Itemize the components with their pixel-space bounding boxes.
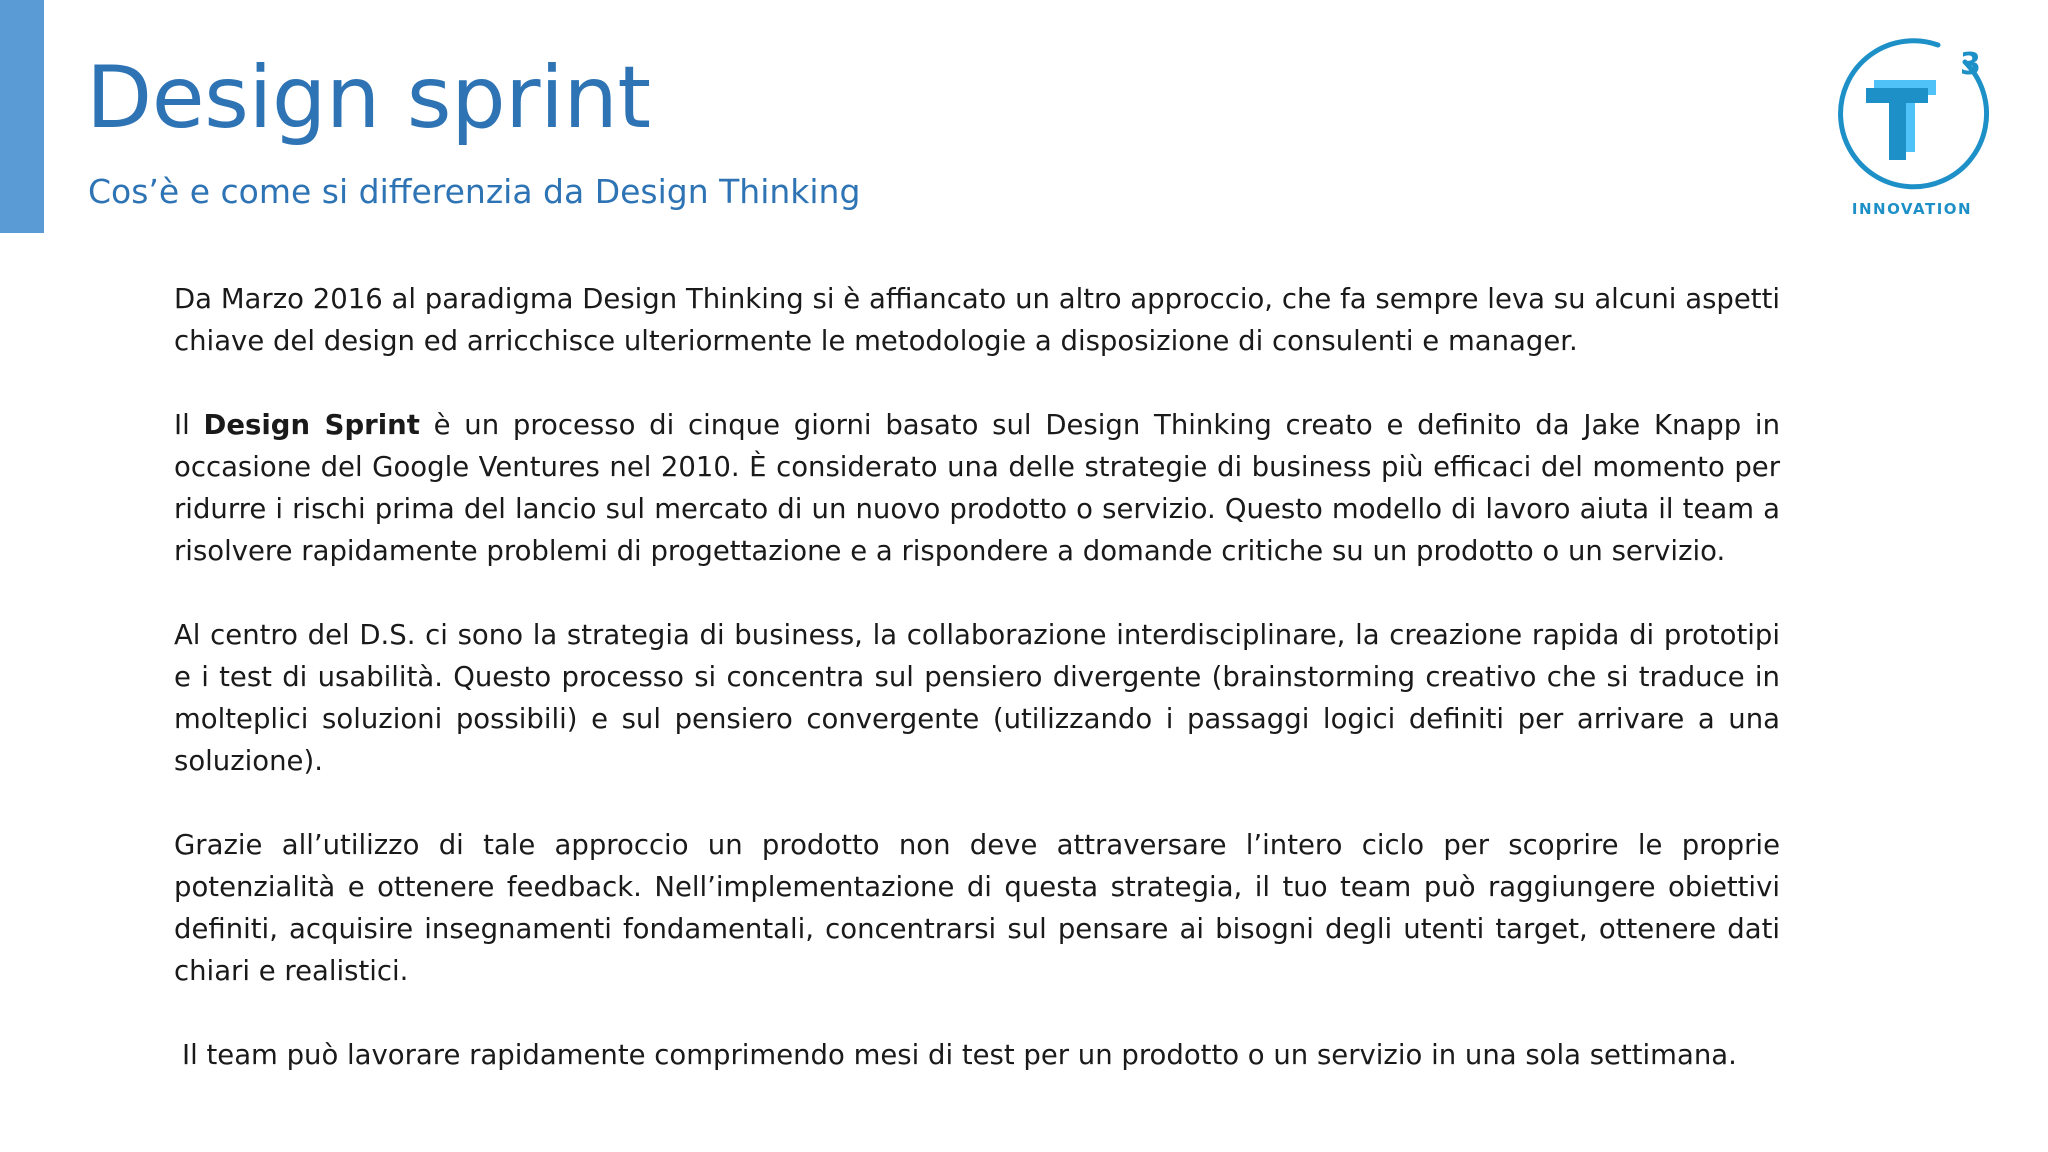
paragraph-design-sprint — [174, 404, 1780, 572]
slide-title: Design sprint — [86, 48, 651, 148]
slide-body — [174, 278, 1780, 1076]
paragraph-core: Al centro del D.S. ci sono la strategia di business, la collaborazione interdisciplinare, la creazione rapida di prototipi e i test di usabilità. Questo processo si concentra sul pensiero divergente (brainstorming creativo che si traduce in molteplici soluzioni possibili) e sul pensiero convergente (utilizzando i passaggi logici definiti per arrivare a una soluzione). — [174, 619, 1780, 777]
paragraph-benefits: Grazie all’utilizzo di tale approccio un prodotto non deve attraversare l’intero ciclo per scoprire le proprie potenzialità e ottenere feedback. Nell’implementazione di questa strategia, il tuo team può raggiungere obiettivi definiti, acquisire insegnamenti fondamentali, concentrarsi sul pensare ai bisogni degli utenti target, ottenere dati chiari e realistici. — [174, 829, 1780, 987]
logo-text: INNOVATION — [1851, 200, 1973, 218]
paragraph-prefix: Il — [174, 409, 204, 441]
logo-superscript: 3 — [1960, 47, 1981, 82]
paragraph-closing: Il team può lavorare rapidamente comprimendo mesi di test per un prodotto o un servizio in una sola settimana. — [182, 1039, 1737, 1071]
paragraph-rest: è un processo di cinque giorni basato sul Design Thinking creato e definito da Jake Knapp in occasione del Google Ventures nel 2010. È considerato una delle strategie di business più efficaci del momento per ridurre i rischi prima del lancio sul mercato di un nuovo prodotto o servizio. Questo modello di lavoro aiuta il team a risolvere rapidamente problemi di progettazione e a rispondere a domande critiche su un prodotto o un servizio. — [174, 409, 1780, 567]
design-sprint-term: Design Sprint — [203, 409, 420, 441]
t3-innovation-logo — [1828, 34, 1998, 224]
slide-subtitle: Cos’è e come si differenzia da Design Thinking — [88, 172, 861, 211]
accent-bar — [0, 0, 44, 233]
logo-graphic — [1828, 34, 1998, 224]
paragraph-intro: Da Marzo 2016 al paradigma Design Thinking si è affiancato un altro approccio, che fa sempre leva su alcuni aspetti chiave del design ed arricchisce ulteriormente le metodologie a disposizione di consulenti e manager. — [174, 283, 1780, 357]
